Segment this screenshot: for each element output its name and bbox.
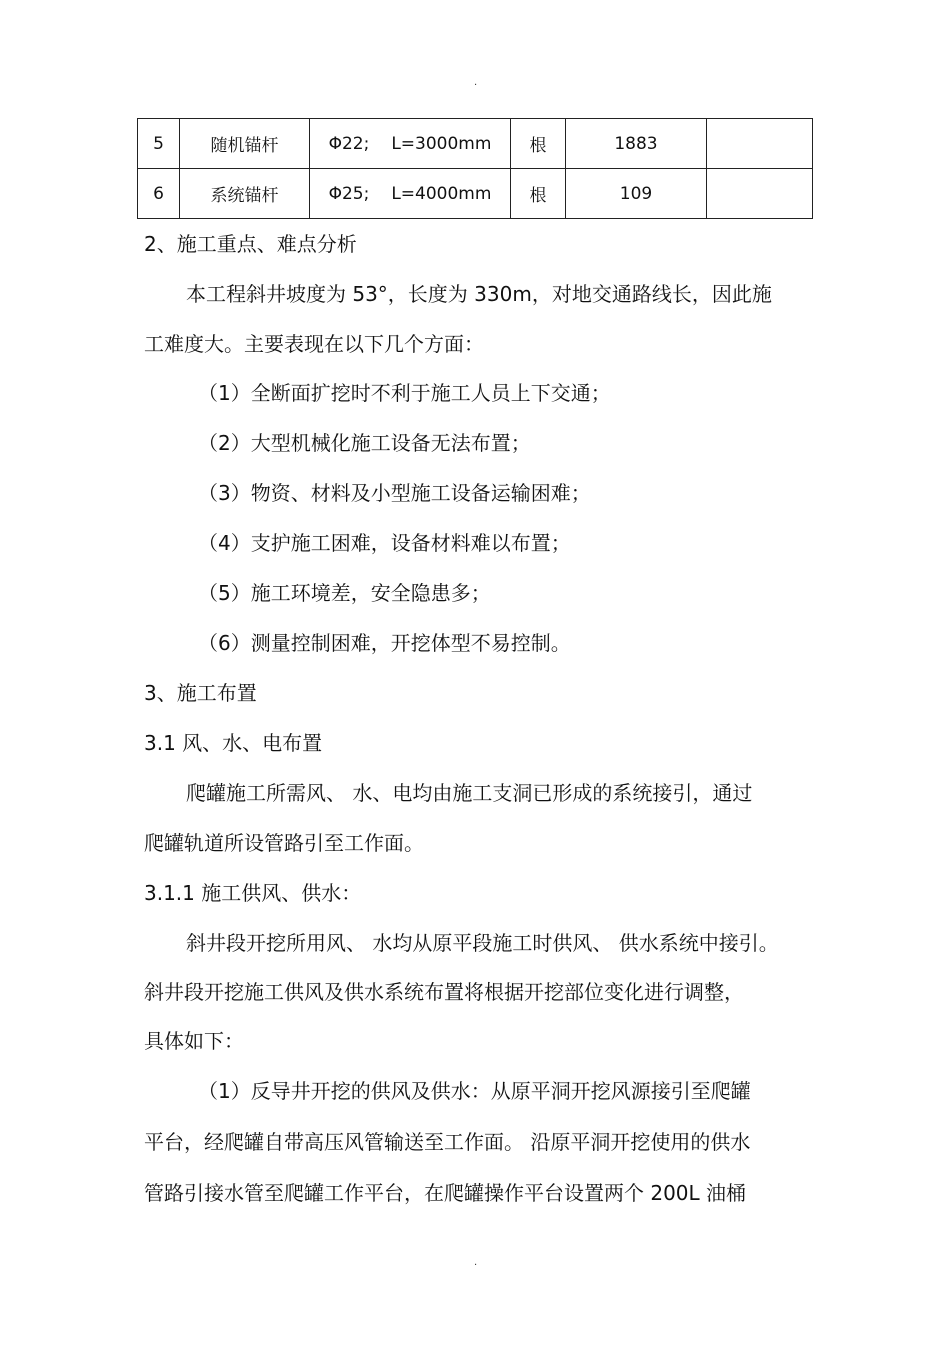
difficulty-item-4: （4）支护施工困难，设备材料难以布置；	[198, 531, 571, 555]
cell-no: 6	[138, 169, 180, 219]
section-3-1-heading: 3.1 风、水、电布置	[144, 731, 323, 755]
cell-unit: 根	[511, 119, 566, 169]
cell-note	[707, 169, 813, 219]
table-row	[138, 169, 813, 219]
supply-item-1-line-3: 管路引接水管至爬罐工作平台，在爬罐操作平台设置两个 200L 油桶	[144, 1181, 747, 1205]
spec-length: L=3000mm	[391, 133, 492, 154]
cell-spec	[310, 169, 511, 219]
section-3-1-para-line-1: 爬罐施工所需风、 水、电均由施工支洞已形成的系统接引，通过	[186, 781, 753, 805]
section-2-intro-line-1: 本工程斜井坡度为 53°，长度为 330m，对地交通路线长，因此施	[186, 282, 772, 306]
section-3-1-1-para-line-1: 斜井段开挖所用风、 水均从原平段施工时供风、 供水系统中接引。	[186, 931, 779, 955]
section-2-intro-line-2: 工难度大。主要表现在以下几个方面：	[144, 332, 484, 356]
materials-table	[137, 118, 813, 219]
difficulty-item-1: （1）全断面扩挖时不利于施工人员上下交通；	[198, 381, 611, 405]
cell-spec	[310, 119, 511, 169]
cell-qty: 109	[566, 169, 707, 219]
table-row	[138, 119, 813, 169]
section-3-1-1-para-line-3: 具体如下：	[144, 1029, 244, 1053]
difficulty-item-3: （3）物资、材料及小型施工设备运输困难；	[198, 481, 591, 505]
difficulty-item-6: （6）测量控制困难，开挖体型不易控制。	[198, 631, 571, 655]
cell-name: 系统锚杆	[180, 169, 310, 219]
section-3-1-1-heading: 3.1.1 施工供风、供水：	[144, 881, 362, 905]
page-mark-top: .	[474, 77, 478, 88]
page-mark-bottom: .	[474, 1257, 478, 1268]
spec-length: L=4000mm	[391, 183, 492, 204]
section-3-heading: 3、施工布置	[144, 681, 257, 705]
supply-item-1-line-2: 平台，经爬罐自带高压风管输送至工作面。 沿原平洞开挖使用的供水	[144, 1130, 751, 1154]
cell-note	[707, 119, 813, 169]
section-3-1-para-line-2: 爬罐轨道所设管路引至工作面。	[144, 831, 424, 855]
supply-item-1-line-1: （1）反导井开挖的供风及供水：从原平洞开挖风源接引至爬罐	[198, 1079, 751, 1103]
cell-no: 5	[138, 119, 180, 169]
spec-diameter: Φ22;	[328, 133, 370, 154]
section-2-heading: 2、施工重点、难点分析	[144, 232, 357, 256]
cell-unit: 根	[511, 169, 566, 219]
difficulty-item-2: （2）大型机械化施工设备无法布置；	[198, 431, 531, 455]
cell-name: 随机锚杆	[180, 119, 310, 169]
section-3-1-1-para-line-2: 斜井段开挖施工供风及供水系统布置将根据开挖部位变化进行调整，	[144, 980, 744, 1004]
spec-diameter: Φ25;	[328, 183, 370, 204]
cell-qty: 1883	[566, 119, 707, 169]
difficulty-item-5: （5）施工环境差，安全隐患多；	[198, 581, 491, 605]
